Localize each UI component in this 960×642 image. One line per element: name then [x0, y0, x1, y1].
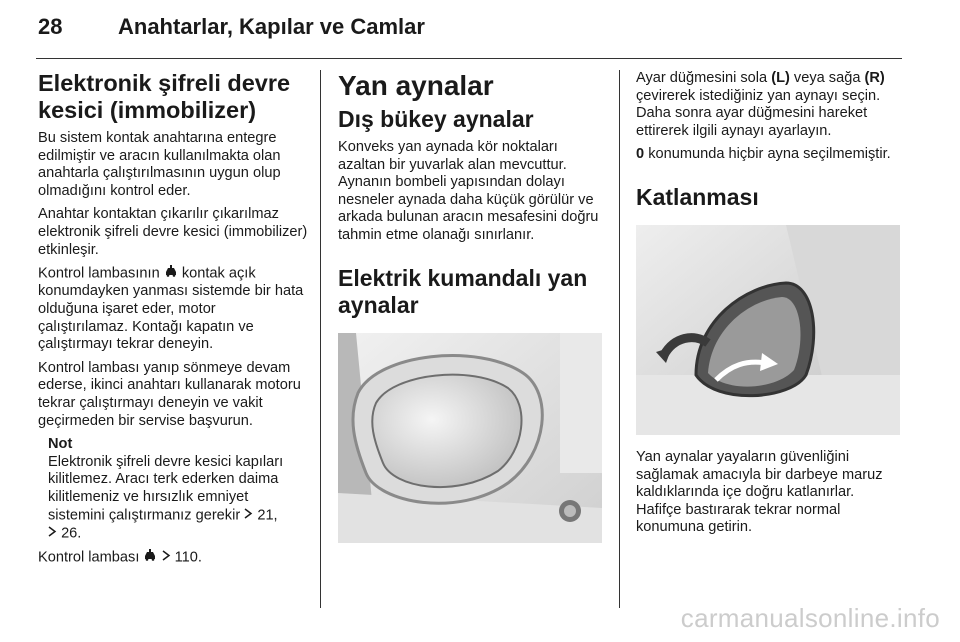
immobilizer-paragraph: Kontrol lambası 110. — [38, 549, 202, 566]
electric-mirrors-heading: Elektrik kumandalı yan aynalar — [338, 264, 588, 318]
immobilizer-paragraph: Anahtar kontaktan çıkarılır çıkarılmaz elektronik şifreli devre kesici (immobilizer) etkinleşir. — [38, 206, 308, 258]
adjustment-column — [636, 70, 902, 543]
mirror-folding-photo — [636, 225, 900, 435]
immobilizer-paragraph: Kontrol lambasının kontak açık konumdayken yanması sistemde bir hata olduğuna işaret eder, motor çalıştırılamaz. Kontağı kapatın ve çalıştırmayı tekrar deneyin. — [38, 265, 304, 353]
note-title: Not — [48, 436, 73, 453]
zero-position-label: 0 — [636, 146, 645, 163]
left-key-label: (L) — [771, 70, 790, 86]
note-box — [38, 436, 308, 543]
convex-mirrors-text: Konveks yan aynada kör noktaları azaltan bir yuvarlak alan mevcuttur. Aynanın bombeli yapısından dolayı nesneler aynada daha küçük görülür ve arkada bulunan aracın mesafesini doğru tahmin etme olanağı sınırlanır. — [338, 139, 599, 243]
page-number: 28 — [38, 14, 63, 39]
page-reference-arrow-icon[interactable] — [48, 525, 57, 543]
immobilizer-heading: Elektronik şifreli devre kesici (immobilizer) — [38, 70, 291, 123]
neutral-position-text: 0 konumunda hiçbir ayna seçilmemiştir. — [636, 146, 891, 163]
page-reference-arrow-icon[interactable] — [244, 507, 253, 525]
adjustment-text: Ayar düğmesini sola (L) veya sağa (R) çevirerek istediğiniz yan aynayı seçin. Daha sonra ayar düğmesini hareket ettirerek ilgili aynayı ayarlayın. — [636, 70, 885, 139]
immobilizer-paragraph: Kontrol lambası yanıp sönmeye devam ederse, ikinci anahtarı kullanarak motoru tekrar çalıştırmayı deneyin ve vakit geçirmeden bir servise başvurun. — [38, 359, 301, 429]
immobilizer-paragraph: Bu sistem kontak anahtarına entegre edilmiştir ve aracın kullanılmakta olan anahtarla çalıştırılmasının uygun olup olmadığını kontrol eder. — [38, 130, 281, 199]
column-divider — [320, 70, 321, 608]
watermark: carmanualsonline.info — [680, 603, 940, 633]
page-reference-link[interactable]: 26. — [61, 525, 82, 542]
header-divider — [36, 58, 902, 59]
folding-heading: Katlanması — [636, 183, 759, 210]
convex-mirrors-heading: Dış bükey aynalar — [338, 106, 534, 132]
chapter-title: Anahtarlar, Kapılar ve Camlar — [118, 14, 425, 39]
car-key-lamp-icon — [143, 549, 157, 567]
page-reference-link[interactable]: 21, — [257, 507, 278, 524]
note-text: Elektronik şifreli devre kesici kapıları kilitlemez. Aracı terk ederken daima kilitlemeniz ve hırsızlık emniyet sistemini çalıştırmanız gerekir 21, 26. — [48, 453, 284, 542]
folding-text: Yan aynalar yayaların güvenliğini sağlamak amacıyla bir darbeye maruz kaldıklarında içe doğru katlanırlar. Hafifçe bastırarak tekrar normal konumuna getirin. — [636, 448, 883, 536]
mirrors-column — [338, 70, 604, 543]
side-mirror-photo — [338, 333, 602, 543]
car-key-lamp-icon — [164, 265, 178, 283]
mirrors-heading: Yan aynalar — [338, 70, 494, 101]
column-divider — [619, 70, 620, 608]
page-reference-link[interactable]: 110. — [174, 549, 202, 566]
immobilizer-column — [38, 70, 308, 573]
page-reference-arrow-icon[interactable] — [162, 549, 171, 567]
right-key-label: (R) — [864, 70, 885, 86]
